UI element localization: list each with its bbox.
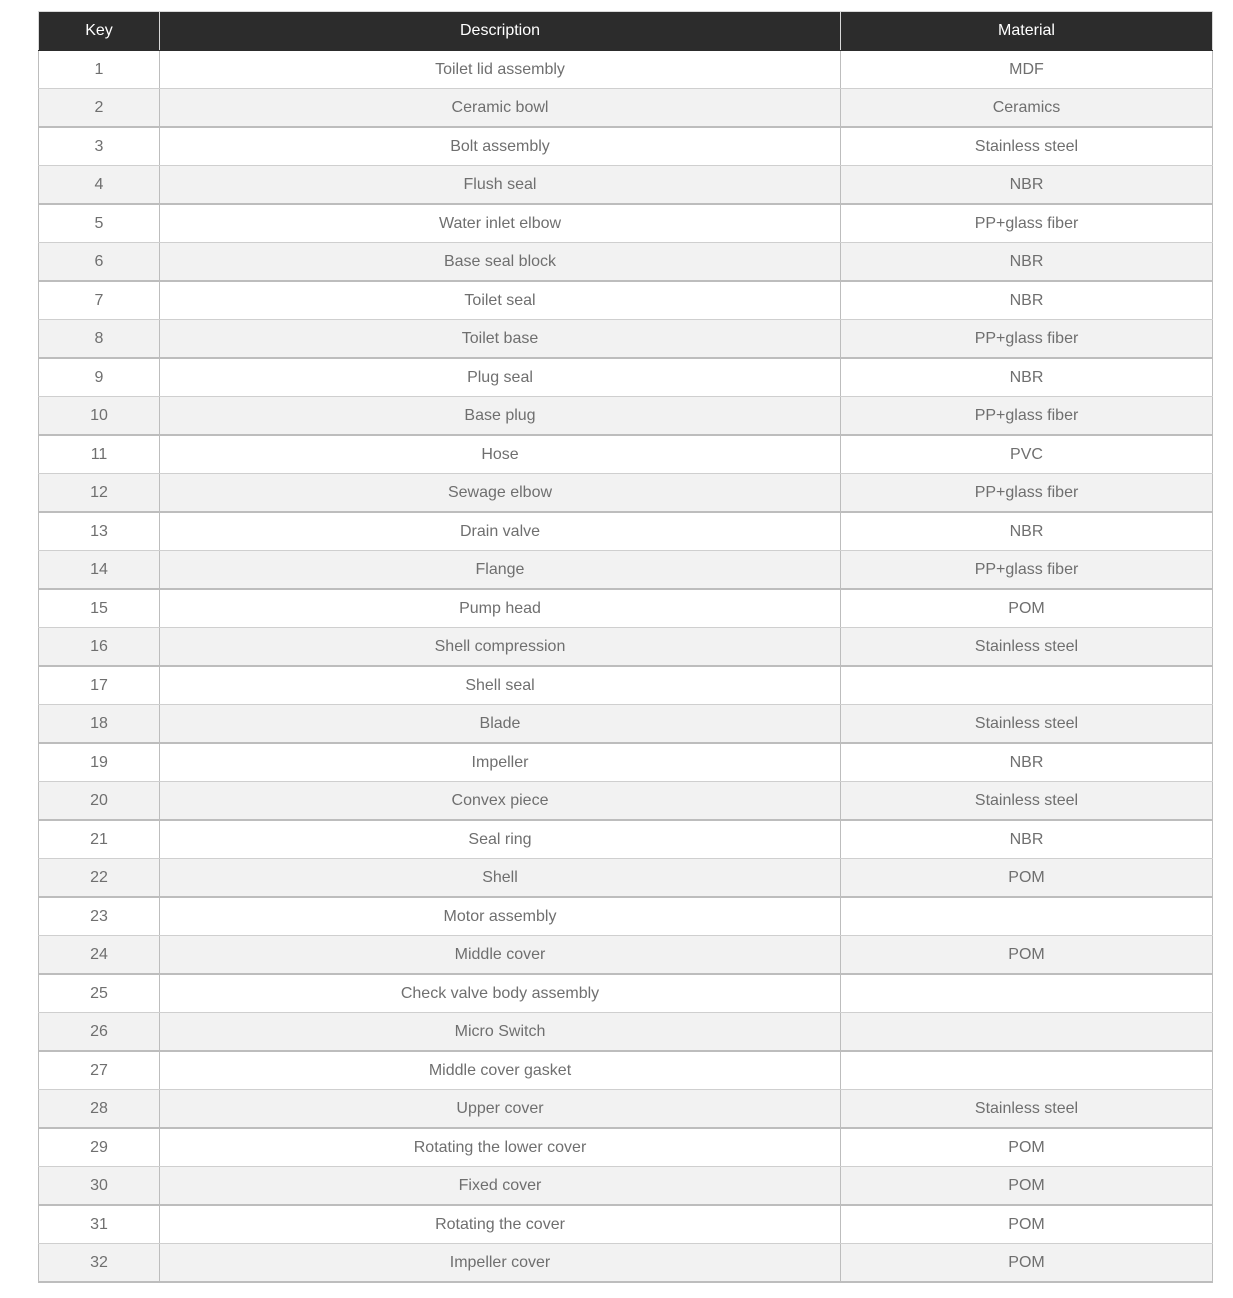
table-row <box>39 666 1213 705</box>
cell-material: PVC <box>841 435 1213 474</box>
cell-description: Flange <box>160 551 841 590</box>
cell-key: 14 <box>39 551 160 590</box>
cell-material: NBR <box>841 243 1213 282</box>
header-material: Material <box>841 12 1213 51</box>
cell-key: 19 <box>39 743 160 782</box>
table-body <box>39 51 1213 1283</box>
cell-key: 15 <box>39 589 160 628</box>
cell-description: Middle cover gasket <box>160 1051 841 1090</box>
table-row <box>39 820 1213 859</box>
cell-key: 1 <box>39 51 160 89</box>
table-row <box>39 1013 1213 1052</box>
cell-material: Stainless steel <box>841 127 1213 166</box>
table-row <box>39 628 1213 667</box>
cell-key: 16 <box>39 628 160 667</box>
cell-material <box>841 1013 1213 1052</box>
cell-key: 22 <box>39 859 160 898</box>
table-row <box>39 782 1213 821</box>
table-row <box>39 243 1213 282</box>
cell-material <box>841 666 1213 705</box>
table-row <box>39 897 1213 936</box>
cell-description: Shell compression <box>160 628 841 667</box>
cell-description: Ceramic bowl <box>160 89 841 128</box>
cell-description: Shell seal <box>160 666 841 705</box>
table-row <box>39 551 1213 590</box>
cell-key: 21 <box>39 820 160 859</box>
cell-material: Stainless steel <box>841 628 1213 667</box>
cell-material: PP+glass fiber <box>841 551 1213 590</box>
table-row <box>39 127 1213 166</box>
cell-key: 7 <box>39 281 160 320</box>
table-row <box>39 397 1213 436</box>
table-row <box>39 51 1213 89</box>
cell-key: 20 <box>39 782 160 821</box>
cell-key: 25 <box>39 974 160 1013</box>
cell-key: 5 <box>39 204 160 243</box>
cell-material: POM <box>841 1128 1213 1167</box>
cell-description: Impeller cover <box>160 1244 841 1283</box>
cell-key: 13 <box>39 512 160 551</box>
cell-key: 31 <box>39 1205 160 1244</box>
cell-description: Convex piece <box>160 782 841 821</box>
header-row <box>39 12 1213 51</box>
cell-description: Plug seal <box>160 358 841 397</box>
table-row <box>39 166 1213 205</box>
cell-description: Motor assembly <box>160 897 841 936</box>
cell-description: Micro Switch <box>160 1013 841 1052</box>
cell-material: PP+glass fiber <box>841 204 1213 243</box>
table-row <box>39 512 1213 551</box>
table-row <box>39 1051 1213 1090</box>
cell-key: 9 <box>39 358 160 397</box>
cell-description: Pump head <box>160 589 841 628</box>
table-row <box>39 1205 1213 1244</box>
cell-material <box>841 1051 1213 1090</box>
cell-material: POM <box>841 1167 1213 1206</box>
cell-key: 17 <box>39 666 160 705</box>
cell-description: Seal ring <box>160 820 841 859</box>
cell-description: Sewage elbow <box>160 474 841 513</box>
cell-key: 8 <box>39 320 160 359</box>
table-row <box>39 358 1213 397</box>
cell-material <box>841 974 1213 1013</box>
table-row <box>39 1244 1213 1283</box>
cell-description: Toilet base <box>160 320 841 359</box>
cell-description: Rotating the cover <box>160 1205 841 1244</box>
cell-material: NBR <box>841 820 1213 859</box>
cell-key: 32 <box>39 1244 160 1283</box>
parts-table <box>38 11 1213 1283</box>
cell-material: Ceramics <box>841 89 1213 128</box>
cell-key: 23 <box>39 897 160 936</box>
cell-key: 18 <box>39 705 160 744</box>
cell-material: POM <box>841 1205 1213 1244</box>
table-row <box>39 435 1213 474</box>
cell-description: Fixed cover <box>160 1167 841 1206</box>
cell-key: 4 <box>39 166 160 205</box>
table-row <box>39 474 1213 513</box>
cell-material: Stainless steel <box>841 705 1213 744</box>
cell-description: Toilet seal <box>160 281 841 320</box>
cell-key: 28 <box>39 1090 160 1129</box>
cell-material: PP+glass fiber <box>841 320 1213 359</box>
cell-key: 2 <box>39 89 160 128</box>
table-row <box>39 936 1213 975</box>
header-key: Key <box>39 12 160 51</box>
cell-material: NBR <box>841 358 1213 397</box>
cell-description: Upper cover <box>160 1090 841 1129</box>
cell-description: Impeller <box>160 743 841 782</box>
cell-material: POM <box>841 1244 1213 1283</box>
cell-material: NBR <box>841 743 1213 782</box>
table-row <box>39 281 1213 320</box>
header-description: Description <box>160 12 841 51</box>
cell-description: Base seal block <box>160 243 841 282</box>
cell-description: Shell <box>160 859 841 898</box>
table-row <box>39 589 1213 628</box>
cell-material: POM <box>841 589 1213 628</box>
cell-key: 24 <box>39 936 160 975</box>
cell-description: Check valve body assembly <box>160 974 841 1013</box>
cell-material: POM <box>841 859 1213 898</box>
cell-key: 26 <box>39 1013 160 1052</box>
cell-material: NBR <box>841 166 1213 205</box>
table-row <box>39 1090 1213 1129</box>
cell-key: 27 <box>39 1051 160 1090</box>
cell-key: 3 <box>39 127 160 166</box>
cell-material: PP+glass fiber <box>841 397 1213 436</box>
cell-key: 11 <box>39 435 160 474</box>
table-row <box>39 859 1213 898</box>
cell-material: Stainless steel <box>841 1090 1213 1129</box>
cell-key: 30 <box>39 1167 160 1206</box>
cell-material <box>841 897 1213 936</box>
cell-key: 6 <box>39 243 160 282</box>
cell-material: Stainless steel <box>841 782 1213 821</box>
table-row <box>39 974 1213 1013</box>
cell-description: Middle cover <box>160 936 841 975</box>
cell-description: Blade <box>160 705 841 744</box>
cell-key: 29 <box>39 1128 160 1167</box>
cell-material: PP+glass fiber <box>841 474 1213 513</box>
cell-description: Drain valve <box>160 512 841 551</box>
table-row <box>39 705 1213 744</box>
table-row <box>39 89 1213 128</box>
cell-material: NBR <box>841 512 1213 551</box>
table-row <box>39 1167 1213 1206</box>
cell-description: Hose <box>160 435 841 474</box>
cell-description: Toilet lid assembly <box>160 51 841 89</box>
cell-material: POM <box>841 936 1213 975</box>
cell-description: Base plug <box>160 397 841 436</box>
cell-description: Rotating the lower cover <box>160 1128 841 1167</box>
cell-description: Flush seal <box>160 166 841 205</box>
cell-material: MDF <box>841 51 1213 89</box>
cell-material: NBR <box>841 281 1213 320</box>
table-row <box>39 204 1213 243</box>
cell-description: Bolt assembly <box>160 127 841 166</box>
cell-key: 10 <box>39 397 160 436</box>
cell-description: Water inlet elbow <box>160 204 841 243</box>
table-header <box>39 12 1213 51</box>
table-row <box>39 743 1213 782</box>
cell-key: 12 <box>39 474 160 513</box>
parts-table-container <box>38 11 1212 1283</box>
table-row <box>39 1128 1213 1167</box>
table-row <box>39 320 1213 359</box>
